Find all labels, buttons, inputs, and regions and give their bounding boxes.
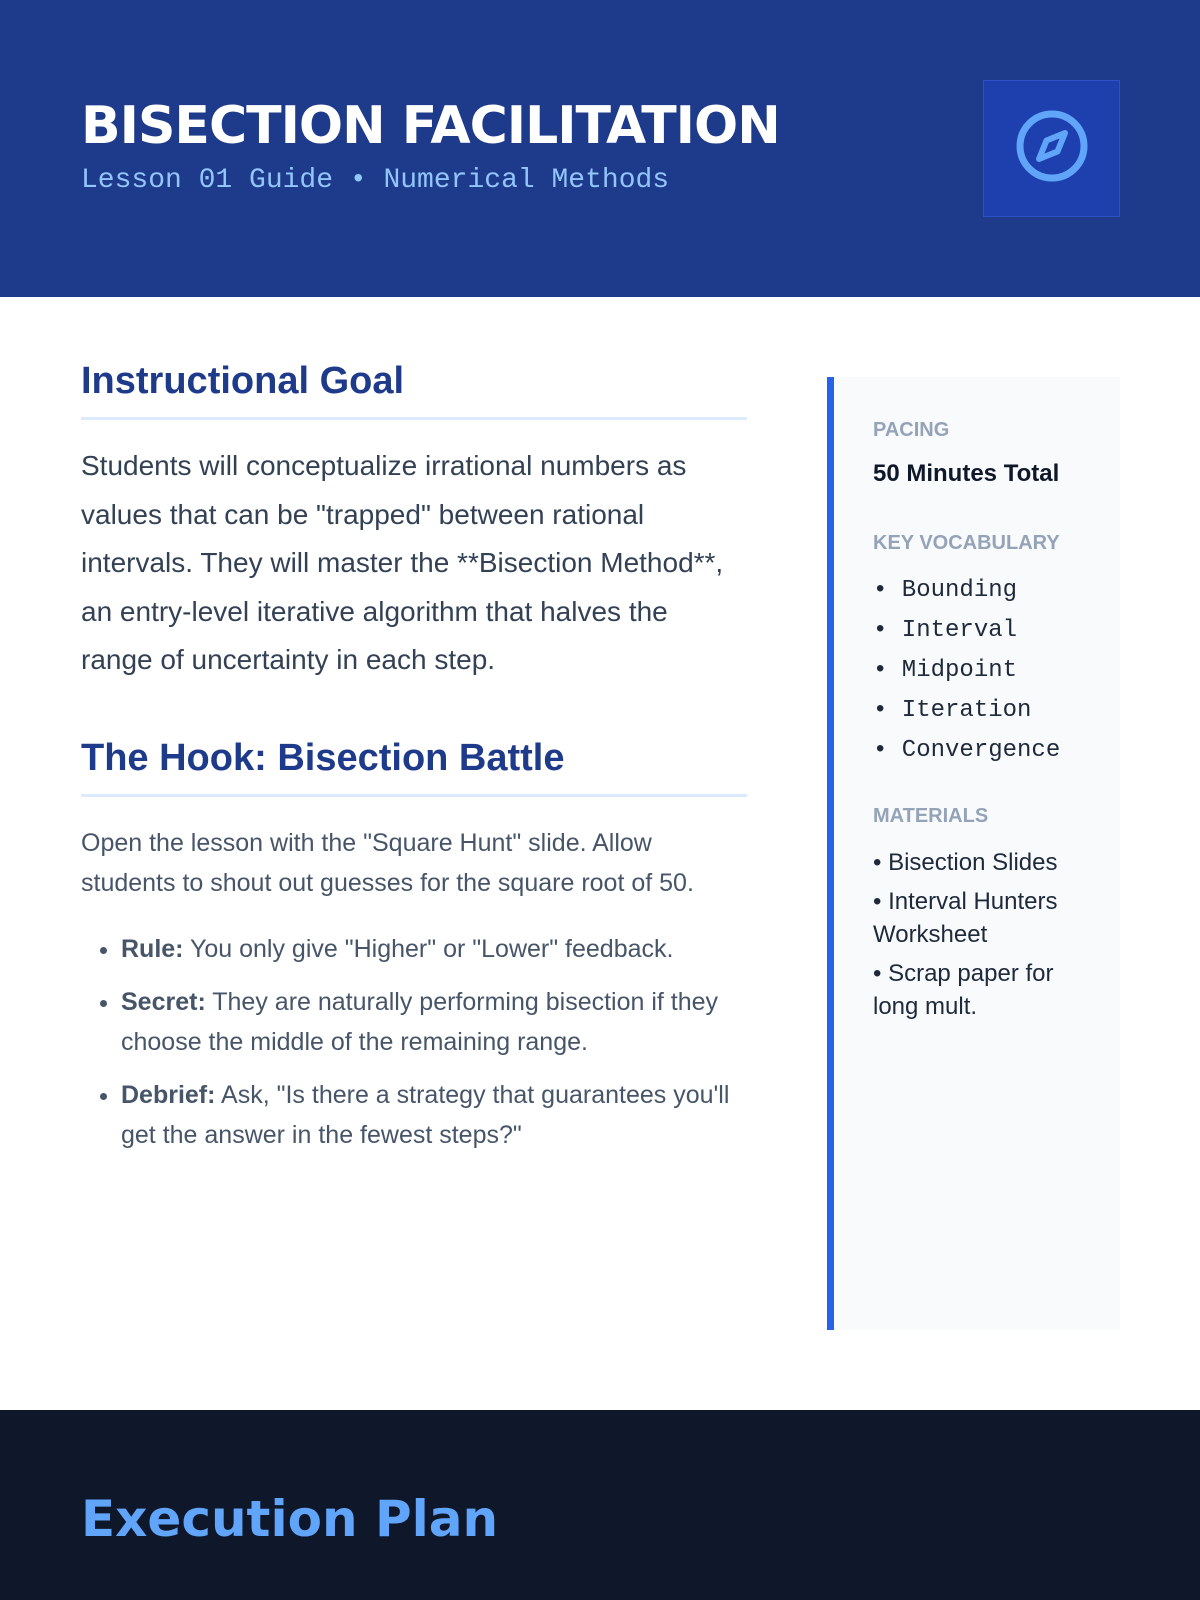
materials-item: • Scrap paper for long mult. [873,960,1054,1020]
vocab-item: • Iteration [873,697,1032,724]
list-item [121,1075,747,1155]
list-item-text: Ask, "Is there a strategy that guarantees you'll get the answer in the fewest steps?" [121,1080,730,1149]
vocab-item: • Bounding [873,577,1018,604]
goal-text: Students will conceptualize irrational numbers as values that can be "trapped" between rational intervals. They will master the **Bisection Method**, an entry-level iterative algorithm that halves the range of uncertainty in each step. [81,450,724,675]
list-item-text: They are naturally performing bisection if they choose the middle of the remaining range. [121,987,719,1056]
pacing-value: 50 Minutes Total [873,460,1060,487]
hook-list [81,929,747,1155]
vocab-item: • Interval [873,617,1018,644]
hook-intro: Open the lesson with the "Square Hunt" slide. Allow students to shout out guesses for the square root of 50. [81,828,694,897]
hook-heading: The Hook: Bisection Battle [81,737,747,797]
compass-badge [984,81,1119,216]
page-footer [0,1410,1200,1600]
materials-item: • Interval Hunters Worksheet [873,888,1058,948]
list-item [121,982,747,1062]
main-column [81,360,747,1168]
materials-label: MATERIALS [873,805,989,827]
page-header [0,0,1200,297]
vocab-item: • Midpoint [873,657,1018,684]
vocab-list [873,571,1100,771]
materials-list [873,846,1100,1023]
list-item-label: Secret: [121,987,206,1016]
page-title: BISECTION FACILITATION [81,96,780,156]
list-item-label: Rule: [121,934,184,963]
list-item-label: Debrief: [121,1080,216,1109]
page-subtitle: Lesson 01 Guide • Numerical Methods [81,165,670,196]
compass-icon [1014,108,1090,189]
vocab-item: • Convergence [873,737,1061,764]
vocab-label: KEY VOCABULARY [873,532,1060,554]
sidebar [827,377,1120,1330]
materials-item: • Bisection Slides [873,849,1058,876]
goal-heading: Instructional Goal [81,360,747,420]
footer-title: Execution Plan [81,1490,499,1548]
list-item [121,929,747,969]
pacing-label: PACING [873,419,950,441]
list-item-text: You only give "Higher" or "Lower" feedback. [183,934,674,963]
